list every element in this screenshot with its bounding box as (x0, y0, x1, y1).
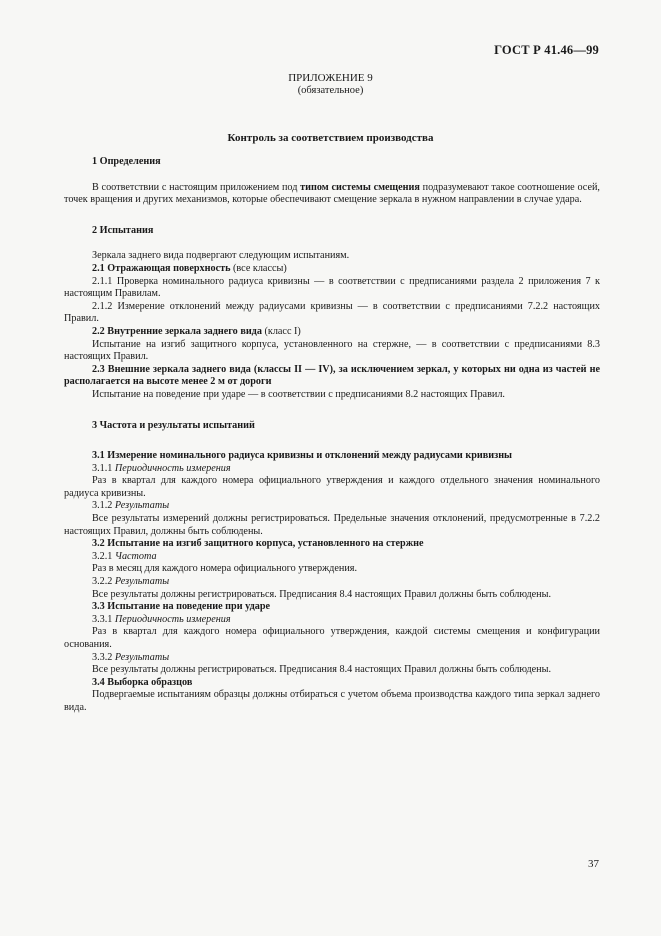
clause-number: 3.3.1 (92, 613, 115, 625)
clause-2-1-2: 2.1.2 Измерение отклонений между радиусами кривизны — в соответствии с предписаниями 7.2.2 настоящих Правил. (64, 300, 600, 325)
clause-title: 2.1 Отражающая поверхность (92, 262, 231, 274)
section-2-heading: 2 Испытания (92, 224, 154, 236)
clause-3-2: 3.2 Испытание на изгиб защитного корпуса, установленного на стержне (92, 538, 424, 550)
clause-3-4-text: Подвергаемые испытаниям образцы должны отбираться с учетом объема производства каждого типа зеркал заднего вида. (64, 689, 600, 713)
section-3-heading: 3 Частота и результаты испытаний (92, 419, 255, 431)
clause-3-1-2-text: Все результаты измерений должны регистрироваться. Предельные значения отклонений, предусмотренные в 7.2.2 настоящих Правил, должны быть соблюдены. (64, 513, 600, 537)
text-run: подразумевают такое соотношение осей, точек вращения и других механизмов, которые обеспечивают смещение зеркала в нужном направлении в случае удара. (64, 181, 600, 206)
standard-code: ГОСТ Р 41.46—99 (494, 43, 599, 57)
clause-3-4: 3.4 Выборка образцов (92, 676, 193, 688)
appendix-title: ПРИЛОЖЕНИЕ 9 (288, 72, 373, 84)
clause-number: 3.1.2 (92, 500, 115, 512)
clause-3-2-1 (64, 551, 600, 564)
clause-3-3: 3.3 Испытание на поведение при ударе (92, 601, 271, 613)
document-title: Контроль за соответствием производства (227, 132, 434, 144)
clause-italic-title: Результаты (114, 651, 170, 663)
clause-2-3-text: Испытание на поведение при ударе — в соответствии с предписаниями 8.2 настоящих Правил. (92, 388, 505, 400)
clause-number: 3.2.2 (92, 576, 115, 588)
clause-number: 3.2.1 (92, 550, 115, 562)
text-run: (все классы) (230, 262, 287, 274)
clause-number: 3.3.2 (92, 651, 115, 663)
clause-3-1-1 (64, 463, 600, 476)
clause-2-2 (64, 326, 600, 339)
definition-paragraph (64, 182, 600, 207)
clause-number: 3.1.1 (92, 462, 115, 474)
clause-italic-title: Периодичность измерения (114, 613, 231, 625)
clause-3-1-1-text: Раз в квартал для каждого номера официального утверждения и каждого отдельного значения номинального радиуса кривизны. (64, 475, 600, 499)
clause-italic-title: Периодичность измерения (114, 462, 231, 474)
clause-3-2-2 (64, 576, 600, 589)
section-1-heading: 1 Определения (92, 156, 161, 167)
clause-italic-title: Результаты (114, 500, 170, 512)
clause-2-3: 2.3 Внешние зеркала заднего вида (классы II — IV), за исключением зеркал, у которых ни одна из частей не располагается на высоте менее 2 м от дороги (64, 363, 600, 388)
text-run: В соответствии с настоящим приложением под (92, 181, 301, 193)
text-run: (класс I) (261, 325, 301, 337)
appendix-subtitle: (обязательное) (297, 85, 364, 96)
clause-3-3-1 (64, 614, 600, 627)
term-bold: типом системы смещения (300, 181, 420, 193)
clause-3-1: 3.1 Измерение номинального радиуса кривизны и отклонений между радиусами кривизны (92, 450, 513, 462)
clause-3-2-2-text: Все результаты должны регистрироваться. Предписания 8.4 настоящих Правил должны быть соблюдены. (92, 588, 552, 600)
clause-3-3-2 (64, 652, 600, 665)
document-body (64, 156, 600, 715)
page-number: 37 (588, 858, 599, 870)
clause-2-1-1: 2.1.1 Проверка номинального радиуса кривизны — в соответствии с предписаниями раздела 2 приложения 7 к настоящим Правилам. (64, 275, 600, 300)
clause-italic-title: Результаты (114, 576, 170, 588)
tests-intro: Зеркала заднего вида подвергают следующим испытаниям. (92, 250, 350, 262)
clause-3-2-1-text: Раз в месяц для каждого номера официального утверждения. (92, 563, 358, 575)
clause-2-1 (64, 263, 600, 276)
clause-3-3-1-text: Раз в квартал для каждого номера официального утверждения, каждой системы смещения и конфигурации основания. (64, 626, 600, 650)
clause-3-1-2 (64, 500, 600, 513)
clause-3-3-2-text: Все результаты должны регистрироваться. Предписания 8.4 настоящих Правил должны быть соблюдены. (92, 664, 552, 676)
clause-2-2-text: Испытание на изгиб защитного корпуса, установленного на стержне, — в соответствии с предписаниями 8.3 настоящих Правил. (64, 338, 600, 363)
clause-title: 2.2 Внутренние зеркала заднего вида (92, 325, 262, 337)
clause-italic-title: Частота (114, 550, 157, 562)
